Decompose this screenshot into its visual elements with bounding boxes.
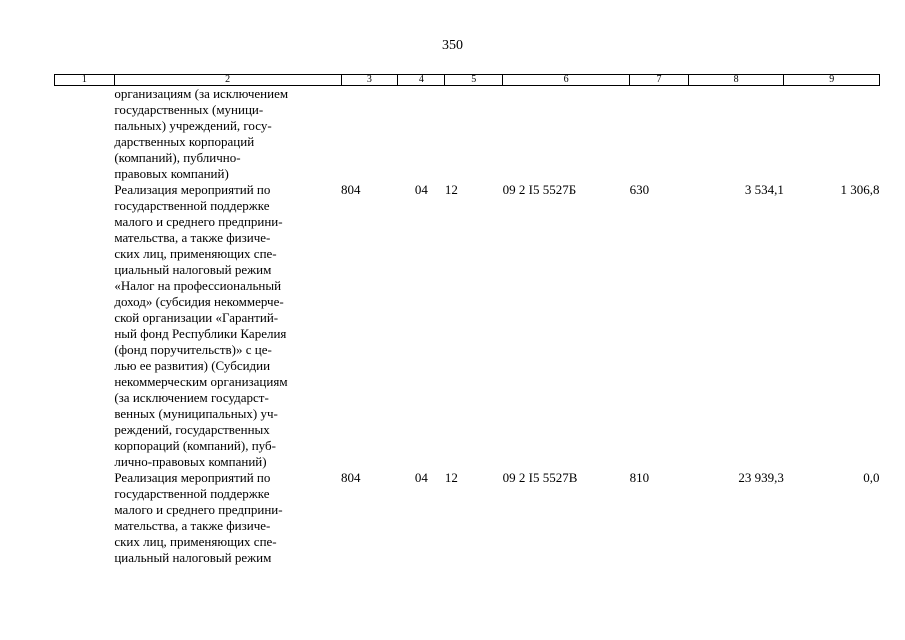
description-line: некоммерческим организациям <box>114 374 288 389</box>
description-line: венных (муниципальных) уч- <box>114 406 278 421</box>
column-header: 7 <box>630 75 689 86</box>
row-description <box>114 470 341 566</box>
row-description <box>114 182 341 470</box>
description-line: Реализация мероприятий по <box>114 182 271 197</box>
column-header: 1 <box>55 75 115 86</box>
description-line: (фонд поручительств)» с це- <box>114 342 272 357</box>
description-line: лью ее развития) (Субсидии <box>114 358 271 373</box>
cell-expense-type <box>630 86 689 183</box>
description-line: доход» (субсидия некоммерче- <box>114 294 284 309</box>
cell-amount-1: 3 534,1 <box>744 182 784 197</box>
cell-target-article <box>503 86 630 183</box>
cell-col1 <box>55 86 115 183</box>
description-line: пальных) учреждений, госу- <box>114 118 272 133</box>
cell-expense-type: 630 <box>629 182 650 197</box>
description-line: лично-правовых компаний) <box>114 454 267 469</box>
description-line: ских лиц, применяющих спе- <box>114 246 277 261</box>
cell-ministry-code <box>341 86 398 183</box>
description-line: «Налог на профессиональный <box>114 278 282 293</box>
cell-subsection <box>445 86 503 183</box>
cell-amount-2 <box>784 86 880 183</box>
cell-amount-2: 1 306,8 <box>840 182 880 197</box>
cell-amount-2: 0,0 <box>863 470 880 485</box>
table-row <box>55 86 880 183</box>
description-line: ских лиц, применяющих спе- <box>114 534 277 549</box>
description-line: (компаний), публично- <box>114 150 241 165</box>
column-header: 2 <box>114 75 341 86</box>
description-line: Реализация мероприятий по <box>114 470 271 485</box>
description-line: государственных (муници- <box>114 102 264 117</box>
description-line: правовых компаний) <box>114 166 229 181</box>
column-header: 8 <box>688 75 784 86</box>
description-line: циальный налоговый режим <box>114 550 272 565</box>
description-line: организациям (за исключением <box>114 86 289 101</box>
table-row <box>55 182 880 470</box>
cell-ministry-code: 804 <box>341 470 361 485</box>
cell-ministry-code: 804 <box>341 182 361 197</box>
row-description <box>114 86 341 183</box>
cell-amount-1 <box>688 86 784 183</box>
cell-expense-type: 810 <box>629 470 650 485</box>
table-row <box>55 470 880 566</box>
description-line: корпораций (компаний), пуб- <box>114 438 276 453</box>
description-line: (за исключением государст- <box>114 390 269 405</box>
cell-subsection: 12 <box>444 182 458 197</box>
description-line: реждений, государственных <box>114 422 270 437</box>
description-line: мательства, а также физиче- <box>114 230 271 245</box>
page-number: 350 <box>442 38 463 53</box>
description-line: государственной поддержке <box>114 198 270 213</box>
cell-col1 <box>55 182 115 470</box>
description-line: дарственных корпораций <box>114 134 255 149</box>
column-header: 5 <box>445 75 503 86</box>
cell-col1 <box>55 470 115 566</box>
column-header: 3 <box>341 75 398 86</box>
cell-amount-1: 23 939,3 <box>738 470 784 485</box>
cell-target-article: 09 2 I5 5527В <box>502 470 578 485</box>
description-line: малого и среднего предприни- <box>114 502 283 517</box>
cell-section <box>398 86 445 183</box>
table-header-row <box>55 75 880 86</box>
description-line: ный фонд Республики Карелия <box>114 326 287 341</box>
cell-section: 04 <box>414 470 428 485</box>
description-line: малого и среднего предприни- <box>114 214 283 229</box>
column-header: 4 <box>398 75 445 86</box>
description-line: мательства, а также физиче- <box>114 518 271 533</box>
column-header: 9 <box>784 75 880 86</box>
budget-table <box>54 74 880 566</box>
description-line: ской организации «Гарантий- <box>114 310 279 325</box>
cell-section: 04 <box>414 182 428 197</box>
description-line: циальный налоговый режим <box>114 262 272 277</box>
cell-target-article: 09 2 I5 5527Б <box>502 182 577 197</box>
cell-subsection: 12 <box>444 470 458 485</box>
description-line: государственной поддержке <box>114 486 270 501</box>
column-header: 6 <box>503 75 630 86</box>
